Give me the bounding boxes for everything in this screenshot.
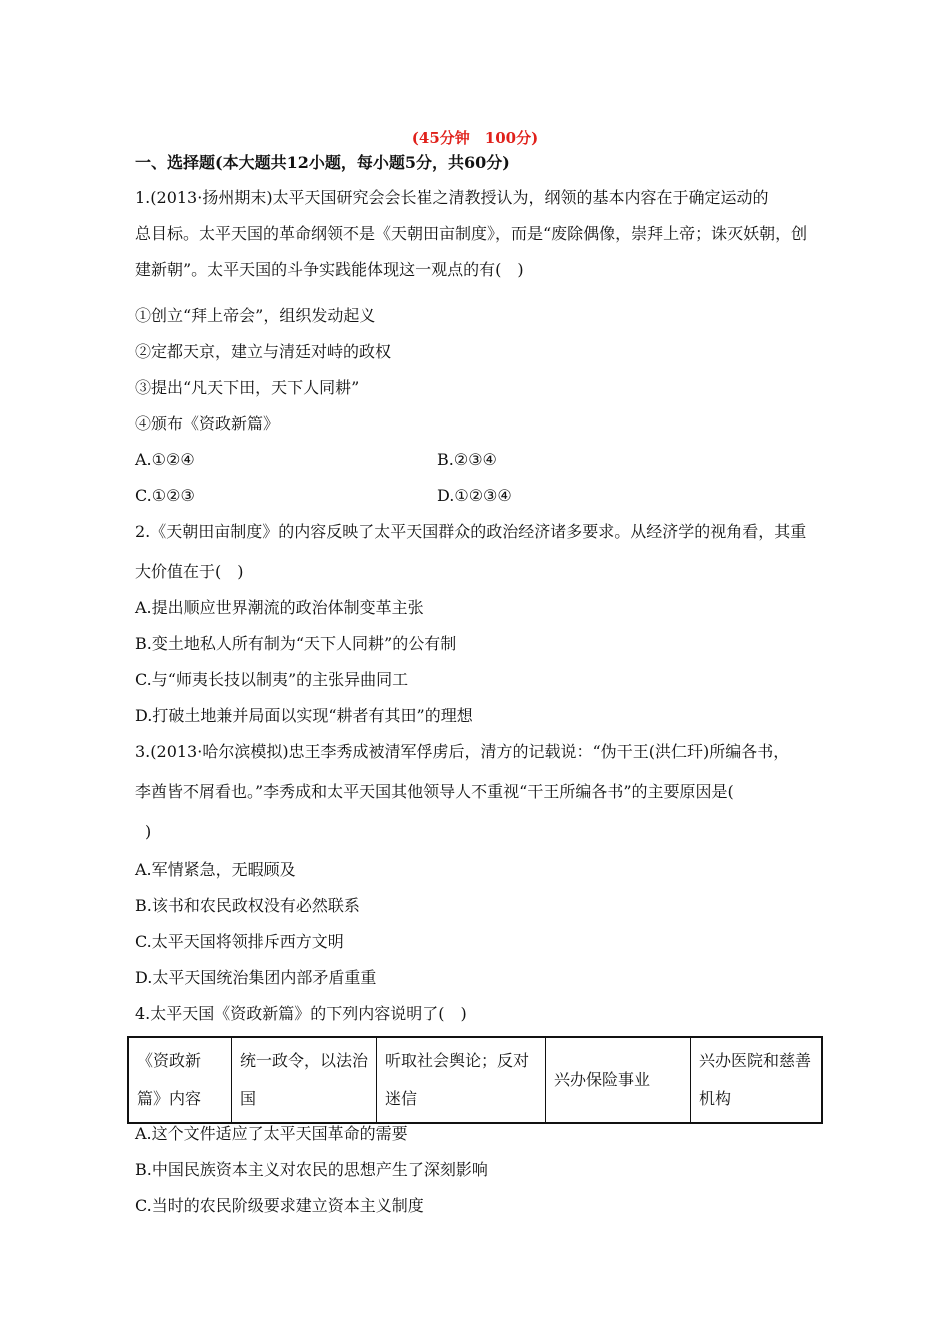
table-cell-header: 《资政新篇》内容 — [128, 1037, 232, 1123]
q1-option-b: B.②③④ — [437, 450, 497, 469]
q2-option-d: D.打破土地兼并局面以实现“耕者有其田”的理想 — [135, 706, 473, 725]
q2-stem-line-2: 大价值在于( ) — [135, 562, 244, 581]
q4-stem-line-1: 4.太平天国《资政新篇》的下列内容说明了( ) — [135, 1004, 467, 1023]
q1-option-d: D.①②③④ — [437, 486, 512, 505]
q3-option-b: B.该书和农民政权没有必然联系 — [135, 896, 360, 915]
q2-option-a: A.提出顺应世界潮流的政治体制变革主张 — [135, 598, 424, 617]
time-score-label: (45分钟 100分) — [411, 129, 539, 147]
q4-option-c: C.当时的农民阶级要求建立资本主义制度 — [135, 1196, 424, 1215]
q4-content-table — [127, 1036, 823, 1124]
q1-option-c: C.①②③ — [135, 486, 195, 505]
table-row — [128, 1037, 822, 1123]
q1-stem-line-3: 建新朝”。太平天国的斗争实践能体现这一观点的有( ) — [135, 260, 524, 279]
q4-option-b: B.中国民族资本主义对农民的思想产生了深刻影响 — [135, 1160, 488, 1179]
q2-option-c: C.与“师夷长技以制夷”的主张异曲同工 — [135, 670, 409, 689]
q1-item-2: ②定都天京，建立与清廷对峙的政权 — [135, 342, 392, 361]
table-cell: 统一政令，以法治国 — [232, 1037, 377, 1123]
q1-item-3: ③提出“凡天下田，天下人同耕” — [135, 378, 360, 397]
q1-item-4: ④颁布《资政新篇》 — [135, 414, 280, 433]
q1-item-1: ①创立“拜上帝会”，组织发动起义 — [135, 306, 376, 325]
q3-option-d: D.太平天国统治集团内部矛盾重重 — [135, 968, 377, 987]
q1-option-a: A.①②④ — [135, 450, 195, 469]
q3-stem-line-3: ) — [145, 822, 152, 841]
q2-option-b: B.变土地私人所有制为“天下人同耕”的公有制 — [135, 634, 457, 653]
q3-option-a: A.军情紧急，无暇顾及 — [135, 860, 296, 879]
table-cell: 听取社会舆论；反对迷信 — [377, 1037, 546, 1123]
table-cell: 兴办保险事业 — [546, 1037, 691, 1123]
q2-stem-line-1: 2.《天朝田亩制度》的内容反映了太平天国群众的政治经济诸多要求。从经济学的视角看，其重 — [135, 522, 807, 541]
q3-stem-line-2: 李酋皆不屑看也。”李秀成和太平天国其他领导人不重视“干王所编各书”的主要原因是( — [135, 782, 734, 801]
q4-option-a: A.这个文件适应了太平天国革命的需要 — [135, 1124, 408, 1143]
q3-option-c: C.太平天国将领排斥西方文明 — [135, 932, 344, 951]
q3-stem-line-1: 3.(2013·哈尔滨模拟)忠王李秀成被清军俘虏后，清方的记载说：“伪干王(洪仁玕)所编各书， — [135, 742, 790, 761]
q1-stem-line-2: 总目标。太平天国的革命纲领不是《天朝田亩制度》，而是“废除偶像，崇拜上帝；诛灭妖朝，创 — [135, 224, 808, 243]
table-cell: 兴办医院和慈善机构 — [691, 1037, 823, 1123]
section-title: 一、选择题(本大题共12小题，每小题5分，共60分) — [135, 153, 510, 172]
q1-stem-line-1: 1.(2013·扬州期末)太平天国研究会会长崔之清教授认为，纲领的基本内容在于确定运动的 — [135, 188, 769, 207]
